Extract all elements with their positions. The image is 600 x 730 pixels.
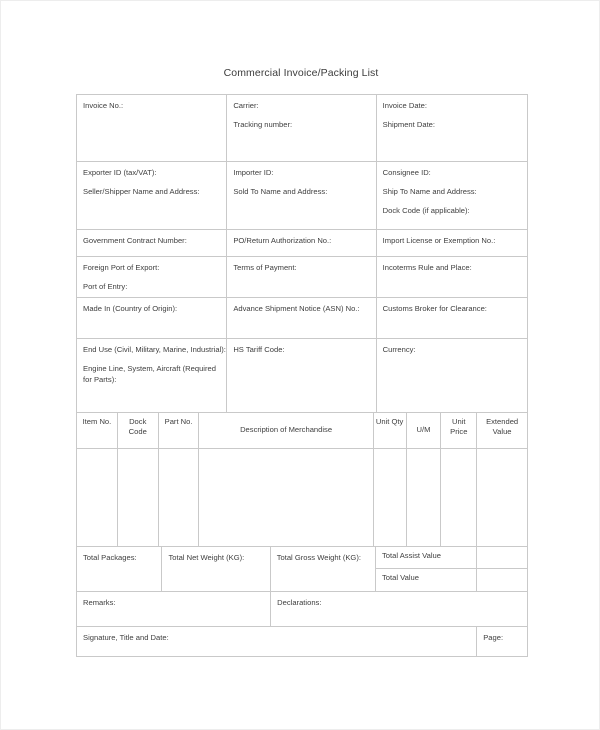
cell-total-gross-weight[interactable] <box>271 547 376 591</box>
cell-hs-tariff-code[interactable] <box>227 339 376 412</box>
form-row-contract <box>77 230 528 257</box>
label-signature: Signature, Title and Date: <box>83 633 169 642</box>
totals-total-value-row <box>376 569 527 591</box>
label-page: Page: <box>483 633 504 642</box>
label-asn-no: Advance Shipment Notice (ASN) No.: <box>233 304 360 313</box>
totals-value-stack <box>376 547 527 591</box>
cell-end-use[interactable] <box>77 339 227 412</box>
form-row-ports <box>77 257 528 298</box>
label-customs-broker: Customs Broker for Clearance: <box>382 304 487 313</box>
label-consignee-id: Consignee ID: <box>382 168 431 177</box>
label-port-of-entry: Port of Entry: <box>83 282 128 291</box>
cell-invoice-date[interactable] <box>377 95 527 161</box>
line-item-cell-part-no[interactable] <box>159 449 200 546</box>
totals-row <box>77 547 528 592</box>
value-total-assist-value[interactable] <box>477 547 527 568</box>
signature-row <box>77 627 528 657</box>
label-dock-code: Dock Code (if applicable): <box>382 206 470 215</box>
remarks-row <box>77 592 528 627</box>
cell-signature[interactable] <box>77 627 477 656</box>
cell-importer[interactable] <box>227 162 376 229</box>
cell-currency[interactable] <box>377 339 527 412</box>
line-item-cell-unit-price[interactable] <box>441 449 477 546</box>
cell-ports[interactable] <box>77 257 227 297</box>
label-terms-of-payment: Terms of Payment: <box>233 263 297 272</box>
label-total-gross-weight: Total Gross Weight (KG): <box>276 553 361 562</box>
line-item-cell-extended-value[interactable] <box>477 449 527 546</box>
column-header-item-no: Item No. <box>77 413 118 448</box>
label-ship-to: Ship To Name and Address: <box>382 187 477 196</box>
page-title: Commercial Invoice/Packing List <box>223 67 379 79</box>
label-currency: Currency: <box>382 345 416 354</box>
line-item-cell-um[interactable] <box>407 449 442 546</box>
cell-page[interactable] <box>477 627 527 656</box>
totals-assist-value-row <box>376 547 527 569</box>
label-total-assist-value: Total Assist Value <box>376 547 477 568</box>
label-exporter-id: Exporter ID (tax/VAT): <box>83 168 157 177</box>
label-hs-tariff-code: HS Tariff Code: <box>233 345 285 354</box>
cell-po-return-authorization[interactable] <box>227 230 376 256</box>
label-incoterms: Incoterms Rule and Place: <box>382 263 472 272</box>
label-government-contract-number: Government Contract Number: <box>83 236 187 245</box>
label-tracking-number: Tracking number: <box>233 120 293 129</box>
label-made-in: Made In (Country of Origin): <box>83 304 178 313</box>
label-importer-id: Importer ID: <box>233 168 274 177</box>
cell-consignee[interactable] <box>377 162 527 229</box>
column-header-part-no: Part No. <box>159 413 200 448</box>
label-po-return-authorization-no: PO/Return Authorization No.: <box>233 236 332 245</box>
label-foreign-port-of-export: Foreign Port of Export: <box>83 263 160 272</box>
column-header-extended-value: Extended Value <box>486 417 519 437</box>
cell-incoterms[interactable] <box>377 257 527 297</box>
label-declarations: Declarations: <box>277 598 322 607</box>
label-invoice-date: Invoice Date: <box>382 101 427 110</box>
form-row-parties <box>77 162 528 230</box>
label-engine-line: Engine Line, System, Aircraft (Required for Parts): <box>83 364 216 384</box>
column-header-unit-qty: Unit Qty <box>374 413 407 448</box>
label-import-license: Import License or Exemption No.: <box>382 236 496 245</box>
column-header-description: Description of Merchandise <box>199 413 373 448</box>
value-total-value[interactable] <box>477 569 527 591</box>
form-row-header <box>77 95 528 162</box>
line-item-cell-unit-qty[interactable] <box>374 449 407 546</box>
cell-made-in[interactable] <box>77 298 227 338</box>
line-item-cell-description[interactable] <box>199 449 373 546</box>
invoice-form-table <box>76 94 528 657</box>
cell-total-packages[interactable] <box>77 547 162 591</box>
label-seller-shipper: Seller/Shipper Name and Address: <box>83 187 200 196</box>
label-remarks: Remarks: <box>83 598 116 607</box>
cell-government-contract-number[interactable] <box>77 230 227 256</box>
cell-customs-broker[interactable] <box>377 298 527 338</box>
cell-remarks[interactable] <box>77 592 271 626</box>
label-end-use: End Use (Civil, Military, Marine, Industrial): <box>83 345 226 354</box>
cell-exporter[interactable] <box>77 162 227 229</box>
label-invoice-no: Invoice No.: <box>83 101 124 110</box>
label-total-net-weight: Total Net Weight (KG): <box>168 553 245 562</box>
cell-invoice-no[interactable] <box>77 95 227 161</box>
column-header-um: U/M <box>407 413 442 448</box>
label-total-value: Total Value <box>376 569 477 591</box>
label-shipment-date: Shipment Date: <box>382 120 436 129</box>
cell-total-net-weight[interactable] <box>162 547 270 591</box>
label-total-packages: Total Packages: <box>83 553 137 562</box>
cell-declarations[interactable] <box>271 592 527 626</box>
form-row-origin <box>77 298 528 339</box>
cell-asn-no[interactable] <box>227 298 376 338</box>
form-row-end-use <box>77 339 528 413</box>
line-item-cell-item-no[interactable] <box>77 449 118 546</box>
column-header-dock-code: Dock Code <box>118 413 159 448</box>
label-carrier: Carrier: <box>233 101 259 110</box>
line-item-cell-dock-code[interactable] <box>118 449 159 546</box>
line-items-body-row <box>77 449 528 547</box>
cell-import-license[interactable] <box>377 230 527 256</box>
line-items-header-row <box>77 413 528 449</box>
cell-carrier[interactable] <box>227 95 376 161</box>
cell-terms-of-payment[interactable] <box>227 257 376 297</box>
column-header-unit-price: Unit Price <box>441 413 477 448</box>
label-sold-to: Sold To Name and Address: <box>233 187 328 196</box>
